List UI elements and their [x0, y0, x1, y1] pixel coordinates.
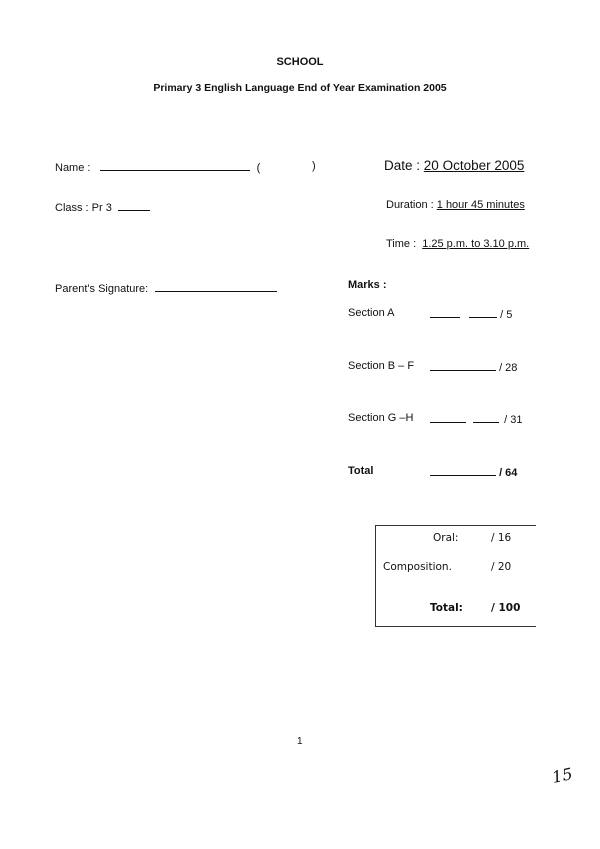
score-blank: [430, 360, 496, 371]
score-blank: [430, 412, 466, 423]
parent-signature-blank: [155, 281, 277, 292]
page-number: 1: [297, 736, 303, 747]
time-label: Time :: [386, 238, 417, 250]
duration-value: 1 hour 45 minutes: [436, 199, 525, 211]
section-g-h-out-of: / 31: [504, 414, 523, 426]
name-blank: [100, 160, 250, 171]
parent-signature-label: Parent's Signature:: [55, 283, 149, 295]
class-blank: [118, 200, 150, 211]
name-label: Name :: [55, 162, 91, 174]
score-blank: [473, 412, 499, 423]
index-paren-open: (: [256, 162, 261, 174]
class-label: Class : Pr 3: [55, 202, 112, 214]
composition-out-of: / 20: [491, 561, 512, 573]
oral-label: Oral:: [433, 532, 459, 544]
marks-row-section-b-f-score: [430, 360, 517, 374]
oral-box-total-label: Total:: [430, 602, 463, 614]
marks-row-section-g-h-label: Section G –H: [348, 412, 414, 424]
marks-row-section-g-h-score: [430, 412, 522, 426]
date-label: Date :: [384, 158, 421, 173]
school-heading: SCHOOL: [276, 56, 324, 68]
handwritten-mark: 15: [550, 764, 575, 787]
section-b-f-out-of: / 28: [499, 362, 518, 374]
date-value: 20 October 2005: [423, 158, 525, 173]
score-blank: [469, 307, 497, 318]
oral-out-of: / 16: [491, 532, 512, 544]
date-field: [384, 158, 524, 173]
oral-composition-box: [375, 525, 536, 627]
marks-row-section-b-f-label: Section B – F: [348, 360, 415, 372]
duration-field: [386, 199, 525, 211]
marks-row-section-a-score: [430, 307, 512, 321]
parent-signature-field: [55, 281, 277, 295]
score-blank: [430, 307, 460, 318]
score-blank: [430, 465, 496, 476]
index-paren-close: ): [312, 160, 316, 172]
name-field: [55, 160, 260, 174]
duration-label: Duration :: [386, 199, 434, 211]
section-a-out-of: / 5: [500, 309, 513, 321]
marks-total-label: Total: [348, 465, 374, 477]
marks-heading: Marks :: [348, 279, 387, 291]
class-field: [55, 200, 150, 214]
time-field: [386, 238, 529, 250]
time-value: 1.25 p.m. to 3.10 p.m.: [422, 238, 530, 250]
composition-label: Composition.: [383, 561, 452, 573]
marks-total-out-of: / 64: [499, 467, 518, 479]
oral-box-total-out-of: / 100: [491, 602, 521, 614]
marks-row-section-a-label: Section A: [348, 307, 395, 319]
exam-title: Primary 3 English Language End of Year Examination 2005: [153, 82, 447, 94]
marks-total-score: [430, 465, 517, 479]
